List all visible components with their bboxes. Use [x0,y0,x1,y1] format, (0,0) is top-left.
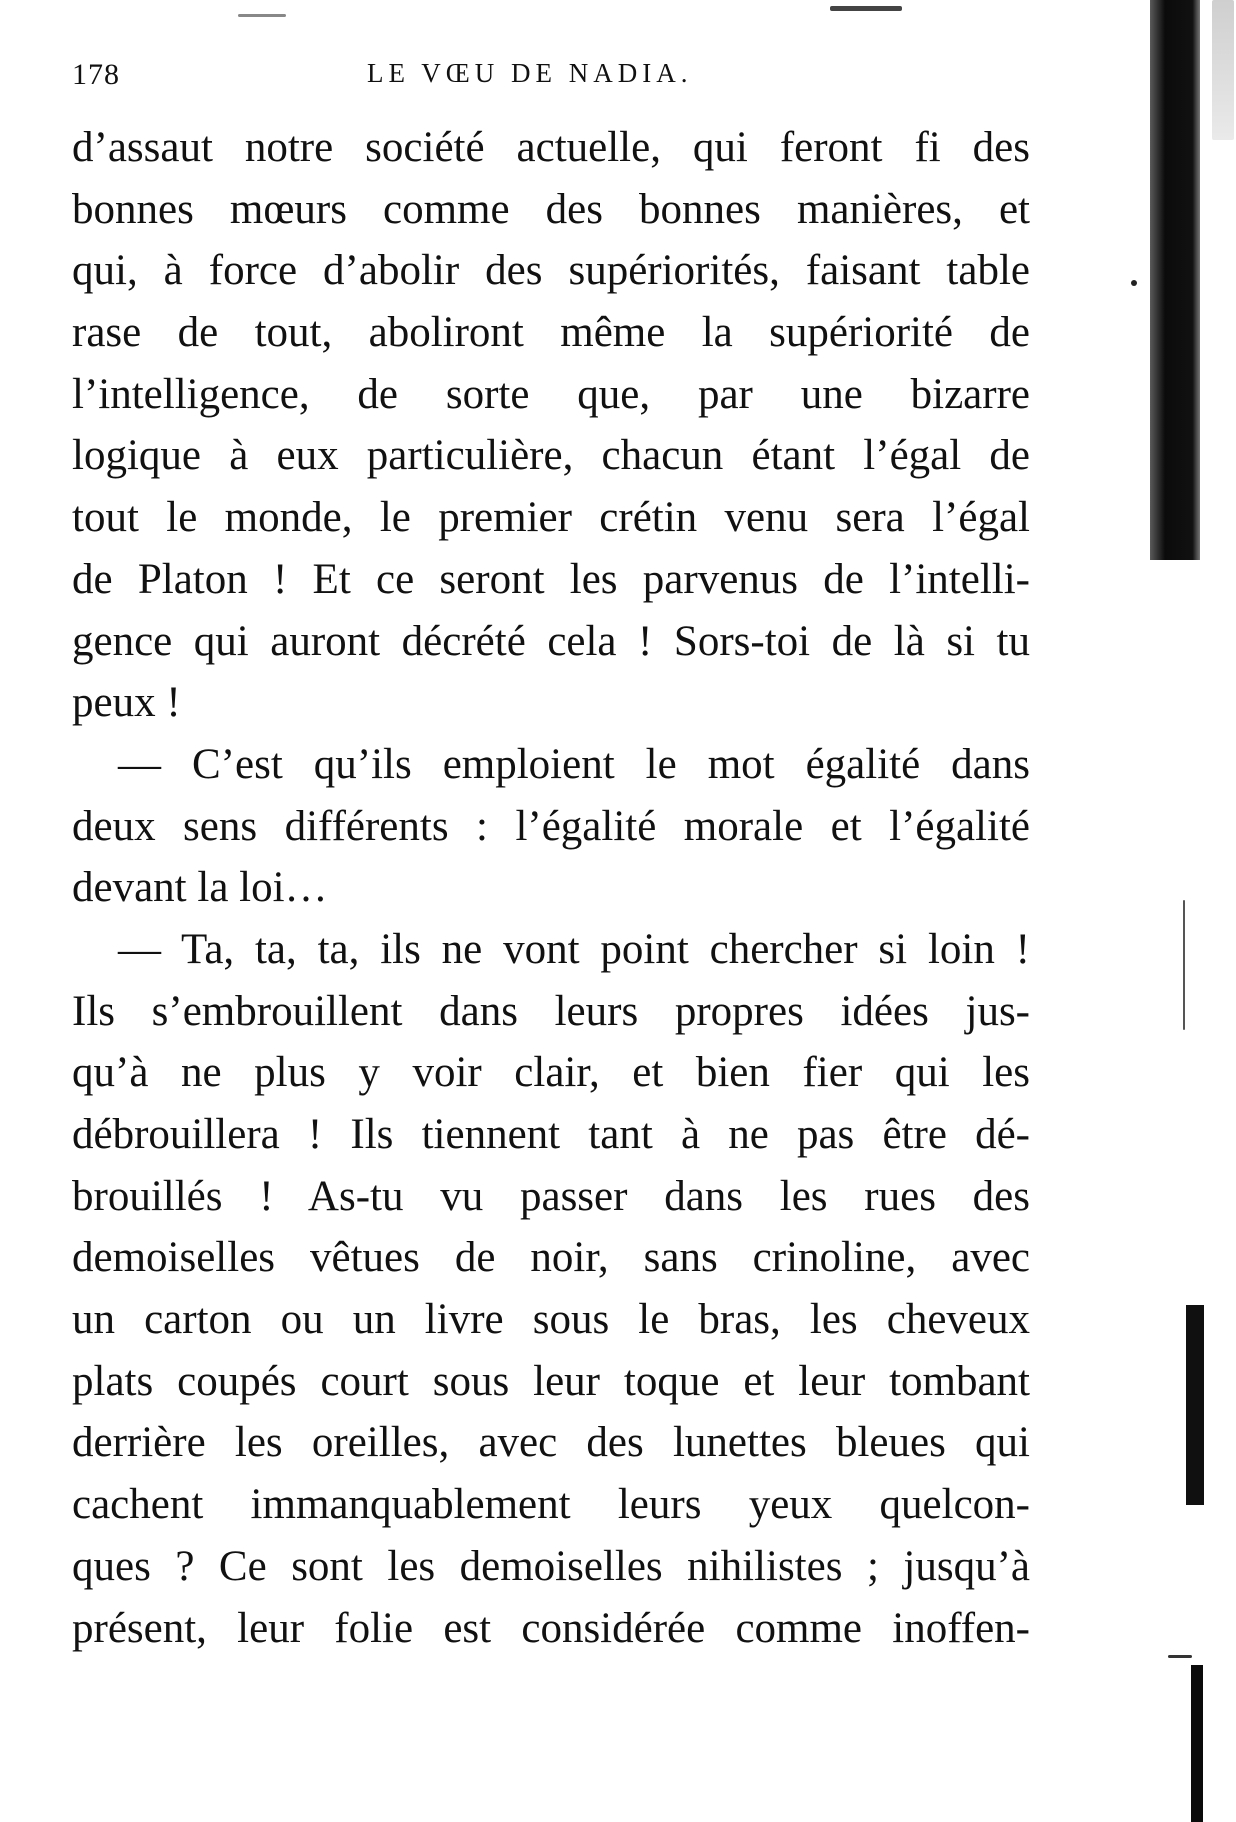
scan-edge-shadow-lower [1191,1665,1203,1822]
scan-mark-top-center [830,6,902,11]
text-line: débrouillera ! Ils tiennent tant à ne pas être dé- [72,1111,1030,1158]
text-line: — Ta, ta, ta, ils ne vont point chercher si loin ! [118,925,1030,973]
text-line: qu’à ne plus y voir clair, et bien fier qui les [72,1049,1030,1097]
scan-edge-shadow-upper [1150,0,1200,560]
text-line: ques ? Ce sont les demoiselles nihilistes ; jusqu’à [72,1542,1030,1590]
text-line: brouillés ! As-tu vu passer dans les rues des [72,1172,1030,1220]
text-line: présent, leur folie est considérée comme inoffen- [72,1604,1030,1652]
text-line: rase de tout, aboliront même la supériorité de [72,309,1030,357]
text-line: peux ! [72,679,181,727]
text-line: gence qui auront décrété cela ! Sors-toi de là si tu [72,617,1030,665]
text-line: logique à eux particulière, chacun étant l’égal de [72,432,1030,480]
scan-fleck [1212,0,1234,140]
body-text [72,117,1030,1659]
text-line: — C’est qu’ils emploient le mot égalité dans [118,740,1030,788]
text-line: devant la loi… [72,864,328,912]
page-number: 178 [72,58,120,91]
text-line: un carton ou un livre sous le bras, les cheveux [72,1296,1030,1344]
scan-fleck [1168,1655,1192,1658]
text-line: d’assaut notre société actuelle, qui feront fi des [72,124,1030,171]
text-line: derrière les oreilles, avec des lunettes bleues qui [72,1419,1030,1467]
text-line: cachent immanquablement leurs yeux quelcon- [72,1481,1030,1529]
text-line: bonnes mœurs comme des bonnes manières, et [72,185,1030,233]
scan-line [1183,900,1185,1030]
running-header [72,58,1032,98]
text-line: plats coupés court sous leur toque et leur tombant [72,1357,1030,1405]
scan-mark-top-left [238,14,286,17]
text-line: de Platon ! Et ce seront les parvenus de l’intelli- [72,555,1030,603]
text-line: tout le monde, le premier crétin venu sera l’égal [72,494,1030,542]
text-line: Ils s’embrouillent dans leurs propres idées jus- [72,987,1030,1035]
text-line: qui, à force d’abolir des supériorités, faisant table [72,247,1030,295]
scan-fleck [1131,280,1137,286]
scan-edge-shadow-middle [1186,1305,1204,1505]
text-line: deux sens différents : l’égalité morale et l’égalité [72,802,1030,850]
text-line: l’intelligence, de sorte que, par une bizarre [72,370,1030,418]
running-title: LE VŒU DE NADIA. [367,58,693,88]
text-line: demoiselles vêtues de noir, sans crinoline, avec [72,1234,1030,1282]
